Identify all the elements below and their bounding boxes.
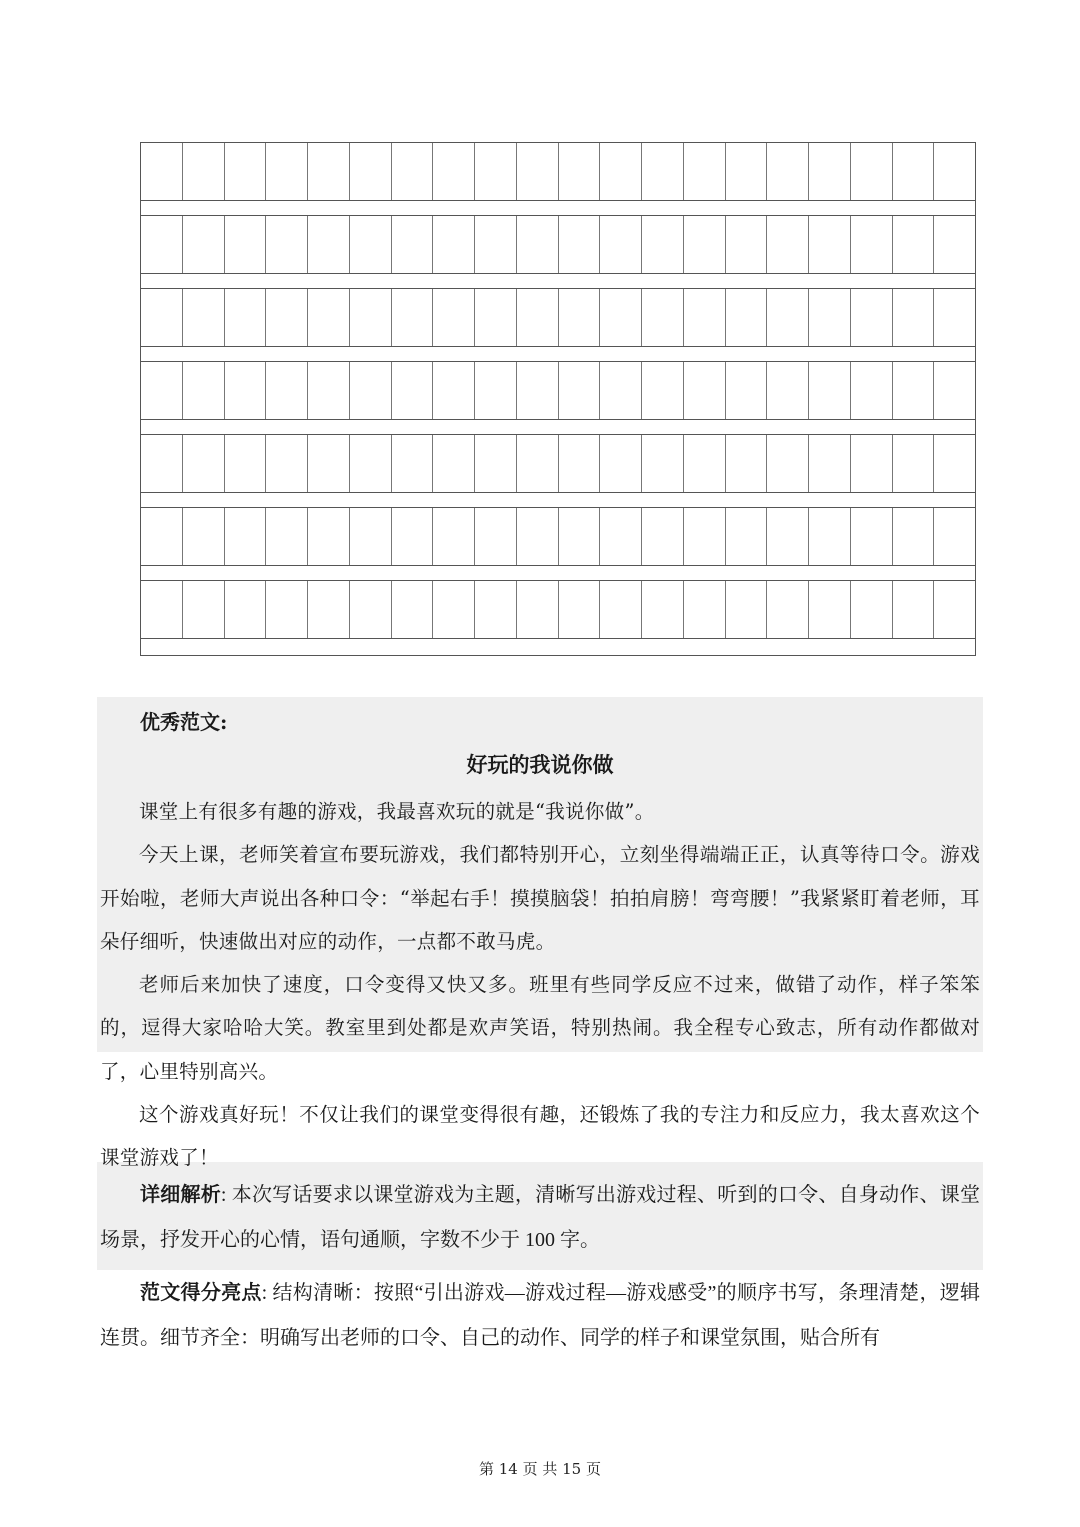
grid-cell[interactable]	[350, 362, 392, 419]
grid-cell[interactable]	[809, 289, 851, 346]
grid-row	[141, 435, 975, 493]
analysis-paragraph	[100, 1173, 980, 1263]
grid-cell[interactable]	[392, 435, 434, 492]
grid-cell[interactable]	[141, 435, 183, 492]
grid-cell[interactable]	[642, 435, 684, 492]
grid-cell[interactable]	[600, 581, 642, 638]
grid-cell[interactable]	[517, 362, 559, 419]
essay-paragraph: 课堂上有很多有趣的游戏，我最喜欢玩的就是“我说你做”。	[139, 800, 655, 823]
grid-cell[interactable]	[266, 216, 308, 273]
grid-cell[interactable]	[893, 508, 935, 565]
grid-cell[interactable]	[350, 216, 392, 273]
grid-cell[interactable]	[183, 508, 225, 565]
grid-cell[interactable]	[183, 143, 225, 200]
grid-row	[141, 581, 975, 639]
grid-cell[interactable]	[517, 508, 559, 565]
grid-cell[interactable]	[141, 216, 183, 273]
grid-cell[interactable]	[851, 435, 893, 492]
grid-cell[interactable]	[517, 435, 559, 492]
grid-cell[interactable]	[266, 362, 308, 419]
grid-cell[interactable]	[559, 362, 601, 419]
grid-row	[141, 143, 975, 201]
essay-title: 好玩的我说你做	[466, 752, 614, 777]
grid-cell[interactable]	[642, 508, 684, 565]
grid-cell[interactable]	[767, 508, 809, 565]
grid-cell[interactable]	[433, 581, 475, 638]
grid-cell[interactable]	[225, 435, 267, 492]
grid-cell[interactable]	[934, 508, 975, 565]
grid-cell[interactable]	[475, 435, 517, 492]
grid-cell[interactable]	[893, 435, 935, 492]
grid-cell[interactable]	[767, 143, 809, 200]
grid-cell[interactable]	[893, 216, 935, 273]
grid-cell[interactable]	[308, 435, 350, 492]
grid-cell[interactable]	[559, 216, 601, 273]
essay-body	[100, 790, 980, 1180]
grid-row-gap	[141, 493, 975, 508]
grid-cell[interactable]	[809, 216, 851, 273]
grid-cell[interactable]	[684, 216, 726, 273]
grid-cell[interactable]	[851, 216, 893, 273]
highlights-paragraph	[100, 1271, 980, 1361]
grid-cell[interactable]	[684, 289, 726, 346]
highlights-text: : 结构清晰：按照“引出游戏—游戏过程—游戏感受”的顺序书写，条理清楚，逻辑连贯。细节齐全：明确写出老师的口令、自己的动作、同学的样子和课堂氛围，贴合所有	[100, 1282, 980, 1349]
grid-cell[interactable]	[559, 435, 601, 492]
grid-cell[interactable]	[308, 289, 350, 346]
grid-cell[interactable]	[433, 362, 475, 419]
grid-cell[interactable]	[642, 143, 684, 200]
grid-cell[interactable]	[600, 435, 642, 492]
grid-cell[interactable]	[183, 216, 225, 273]
grid-cell[interactable]	[183, 362, 225, 419]
grid-cell[interactable]	[225, 581, 267, 638]
grid-cell[interactable]	[684, 435, 726, 492]
grid-cell[interactable]	[392, 143, 434, 200]
grid-cell[interactable]	[433, 216, 475, 273]
grid-cell[interactable]	[893, 362, 935, 419]
essay-paragraph: 这个游戏真好玩！不仅让我们的课堂变得很有趣，还锻炼了我的专注力和反应力，我太喜欢这个课堂游戏了！	[100, 1103, 980, 1170]
grid-cell[interactable]	[767, 289, 809, 346]
grid-cell[interactable]	[726, 143, 768, 200]
grid-cell[interactable]	[266, 289, 308, 346]
grid-cell[interactable]	[934, 435, 975, 492]
grid-cell[interactable]	[475, 508, 517, 565]
grid-cell[interactable]	[726, 581, 768, 638]
analysis-section	[100, 1173, 980, 1369]
grid-cell[interactable]	[350, 289, 392, 346]
grid-cell[interactable]	[726, 216, 768, 273]
grid-cell[interactable]	[934, 143, 975, 200]
grid-cell[interactable]	[767, 216, 809, 273]
grid-cell[interactable]	[433, 143, 475, 200]
grid-cell[interactable]	[684, 581, 726, 638]
grid-cell[interactable]	[600, 508, 642, 565]
grid-cell[interactable]	[809, 581, 851, 638]
grid-cell[interactable]	[141, 143, 183, 200]
grid-row-gap	[141, 347, 975, 362]
grid-cell[interactable]	[767, 581, 809, 638]
grid-cell[interactable]	[517, 216, 559, 273]
grid-cell[interactable]	[141, 581, 183, 638]
grid-cell[interactable]	[934, 216, 975, 273]
grid-cell[interactable]	[726, 362, 768, 419]
grid-row-gap	[141, 274, 975, 289]
grid-cell[interactable]	[934, 362, 975, 419]
grid-cell[interactable]	[684, 508, 726, 565]
grid-cell[interactable]	[851, 289, 893, 346]
grid-cell[interactable]	[225, 289, 267, 346]
grid-cell[interactable]	[517, 143, 559, 200]
grid-cell[interactable]	[642, 581, 684, 638]
grid-cell[interactable]	[392, 289, 434, 346]
grid-cell[interactable]	[266, 581, 308, 638]
grid-cell[interactable]	[433, 508, 475, 565]
grid-cell[interactable]	[266, 508, 308, 565]
grid-cell[interactable]	[809, 508, 851, 565]
analysis-text: : 本次写话要求以课堂游戏为主题，清晰写出游戏过程、听到的口令、自身动作、课堂场景，抒发开心的心情，语句通顺，字数不少于 100 字。	[100, 1184, 980, 1251]
grid-cell[interactable]	[475, 216, 517, 273]
grid-cell[interactable]	[684, 362, 726, 419]
grid-cell[interactable]	[851, 143, 893, 200]
grid-row	[141, 508, 975, 566]
grid-cell[interactable]	[350, 581, 392, 638]
grid-cell[interactable]	[642, 362, 684, 419]
grid-cell[interactable]	[475, 362, 517, 419]
grid-cell[interactable]	[225, 362, 267, 419]
grid-row	[141, 362, 975, 420]
grid-cell[interactable]	[433, 289, 475, 346]
grid-cell[interactable]	[851, 362, 893, 419]
grid-cell[interactable]	[475, 581, 517, 638]
grid-row-gap	[141, 639, 975, 654]
grid-cell[interactable]	[475, 143, 517, 200]
grid-cell[interactable]	[225, 216, 267, 273]
grid-cell[interactable]	[726, 508, 768, 565]
grid-cell[interactable]	[684, 143, 726, 200]
grid-cell[interactable]	[934, 289, 975, 346]
grid-cell[interactable]	[266, 435, 308, 492]
grid-cell[interactable]	[517, 289, 559, 346]
grid-cell[interactable]	[726, 435, 768, 492]
grid-cell[interactable]	[893, 289, 935, 346]
grid-row	[141, 216, 975, 274]
grid-cell[interactable]	[893, 143, 935, 200]
grid-cell[interactable]	[600, 143, 642, 200]
writing-grid	[140, 142, 976, 656]
grid-cell[interactable]	[600, 289, 642, 346]
grid-cell[interactable]	[141, 362, 183, 419]
essay-paragraph: 老师后来加快了速度，口令变得又快又多。班里有些同学反应不过来，做错了动作，样子笨笨的，逗得大家哈哈大笑。教室里到处都是欢声笑语，特别热闹。我全程专心致志，所有动作都做对了，心里特别高兴。	[100, 973, 980, 1083]
grid-cell[interactable]	[183, 581, 225, 638]
grid-cell[interactable]	[183, 289, 225, 346]
grid-cell[interactable]	[308, 216, 350, 273]
grid-cell[interactable]	[392, 362, 434, 419]
grid-cell[interactable]	[767, 435, 809, 492]
essay-paragraph: 今天上课，老师笑着宣布要玩游戏，我们都特别开心，立刻坐得端端正正，认真等待口令。游戏开始啦，老师大声说出各种口令：“举起右手！摸摸脑袋！拍拍肩膀！弯弯腰！”我紧紧盯着老师，耳朵仔细听，快速做出对应的动作，一点都不敢马虎。	[100, 843, 980, 953]
grid-row	[141, 289, 975, 347]
grid-cell[interactable]	[517, 581, 559, 638]
grid-cell[interactable]	[726, 289, 768, 346]
grid-cell[interactable]	[308, 581, 350, 638]
grid-cell[interactable]	[600, 362, 642, 419]
grid-cell[interactable]	[809, 143, 851, 200]
grid-cell[interactable]	[475, 289, 517, 346]
grid-cell[interactable]	[392, 216, 434, 273]
highlights-label: 范文得分亮点	[140, 1282, 262, 1304]
grid-cell[interactable]	[308, 362, 350, 419]
grid-cell[interactable]	[433, 435, 475, 492]
grid-cell[interactable]	[893, 581, 935, 638]
grid-cell[interactable]	[559, 289, 601, 346]
grid-cell[interactable]	[559, 581, 601, 638]
grid-row-gap	[141, 201, 975, 216]
grid-cell[interactable]	[225, 143, 267, 200]
grid-cell[interactable]	[600, 216, 642, 273]
grid-cell[interactable]	[266, 143, 308, 200]
grid-cell[interactable]	[183, 435, 225, 492]
grid-cell[interactable]	[642, 216, 684, 273]
grid-cell[interactable]	[141, 508, 183, 565]
sample-label: 优秀范文:	[140, 710, 228, 734]
grid-cell[interactable]	[308, 508, 350, 565]
grid-cell[interactable]	[225, 508, 267, 565]
grid-cell[interactable]	[392, 581, 434, 638]
analysis-label: 详细解析	[140, 1184, 221, 1206]
grid-cell[interactable]	[851, 508, 893, 565]
grid-cell[interactable]	[141, 289, 183, 346]
grid-cell[interactable]	[308, 143, 350, 200]
grid-cell[interactable]	[809, 435, 851, 492]
grid-cell[interactable]	[559, 508, 601, 565]
grid-cell[interactable]	[559, 143, 601, 200]
grid-cell[interactable]	[851, 581, 893, 638]
grid-cell[interactable]	[350, 435, 392, 492]
grid-cell[interactable]	[350, 143, 392, 200]
grid-row-gap	[141, 566, 975, 581]
grid-cell[interactable]	[809, 362, 851, 419]
page-footer: 第 14 页 共 15 页	[478, 1460, 601, 1478]
grid-row-gap	[141, 420, 975, 435]
grid-cell[interactable]	[934, 581, 975, 638]
grid-cell[interactable]	[350, 508, 392, 565]
grid-cell[interactable]	[767, 362, 809, 419]
grid-cell[interactable]	[392, 508, 434, 565]
grid-cell[interactable]	[642, 289, 684, 346]
